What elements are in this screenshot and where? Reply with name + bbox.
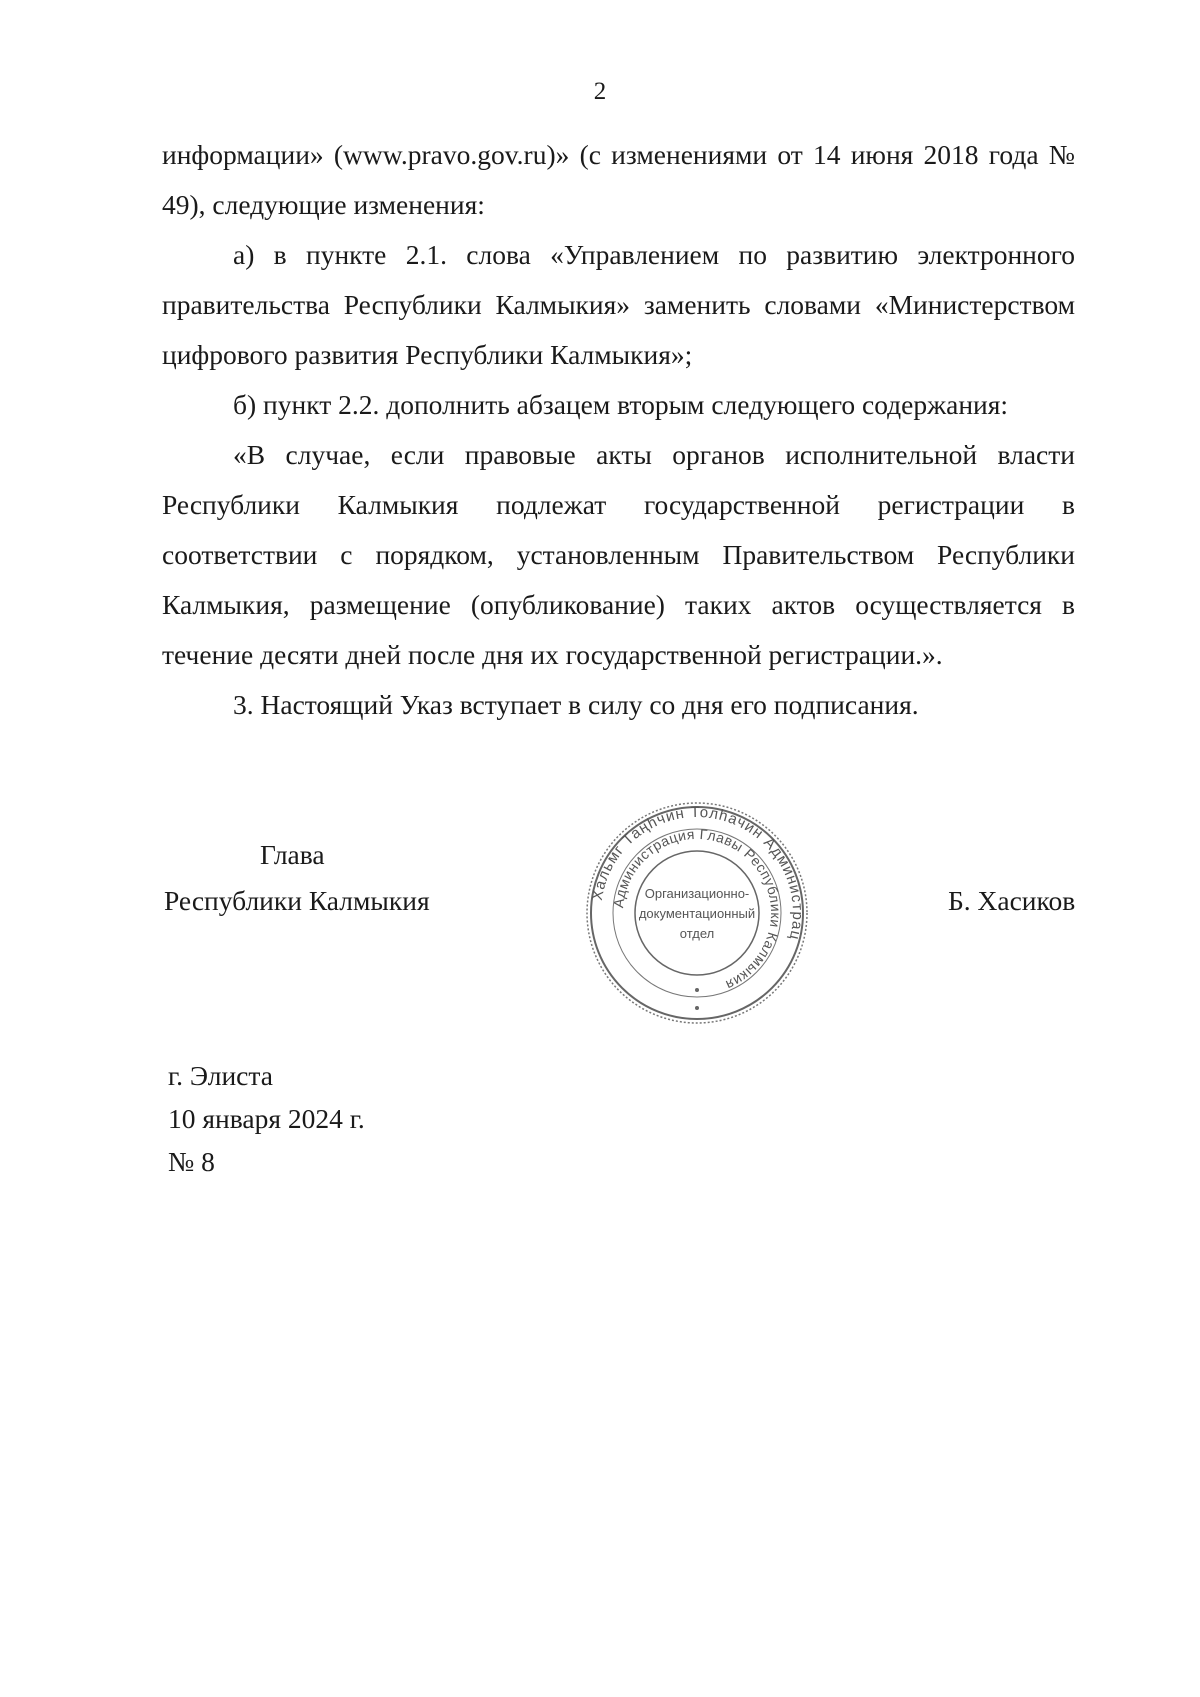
- page-number: 2: [593, 78, 607, 105]
- paragraph: информации» (www.pravo.gov.ru)» (с изменениями от 14 июня 2018 года № 49), следующие изменения:: [162, 139, 1075, 220]
- paragraph: а) в пункте 2.1. слова «Управлением по развитию электронного правительства Республики Калмыкия» заменить словами «Министерством цифрового развития Республики Калмыкия»;: [162, 239, 1075, 370]
- paragraph: «В случае, если правовые акты органов исполнительной власти Республики Калмыкия подлежат государственной регистрации в соответствии с порядком, установленным Правительством Республики Калмыкия, размещение (опубликование) таких актов осуществляется в течение десяти дней после дня их государственной регистрации.».: [162, 439, 1075, 670]
- seal-center-line2: документационный: [638, 906, 756, 921]
- document-body: [162, 130, 1075, 730]
- document-footer: [168, 1054, 365, 1183]
- seal-center-line3: отдел: [679, 926, 715, 941]
- seal-outer-text: Хальмг Таңһчин Толһачин Администрац: [588, 803, 807, 943]
- issue-city: г. Элиста: [168, 1060, 273, 1091]
- seal-dot: [695, 1006, 699, 1010]
- official-seal: [582, 798, 812, 1028]
- signatory-title-line1: Глава: [260, 839, 325, 870]
- seal-dot: [695, 988, 699, 992]
- signatory-title-line2: Республики Калмыкия: [164, 885, 430, 916]
- seal-inner-text: Администрация Главы Республики Калмыкия: [610, 825, 785, 994]
- seal-graphic: [582, 798, 812, 1028]
- paragraph: 3. Настоящий Указ вступает в силу со дня его подписания.: [233, 689, 919, 720]
- document-number: № 8: [168, 1146, 215, 1177]
- seal-center-line1: Организационно-: [644, 886, 750, 901]
- signature-block: [0, 803, 1200, 1040]
- signatory-name: Б. Хасиков: [948, 885, 1076, 916]
- signatory-title: [164, 832, 430, 924]
- paragraph: б) пункт 2.2. дополнить абзацем вторым следующего содержания:: [233, 389, 1009, 420]
- issue-date: 10 января 2024 г.: [168, 1103, 365, 1134]
